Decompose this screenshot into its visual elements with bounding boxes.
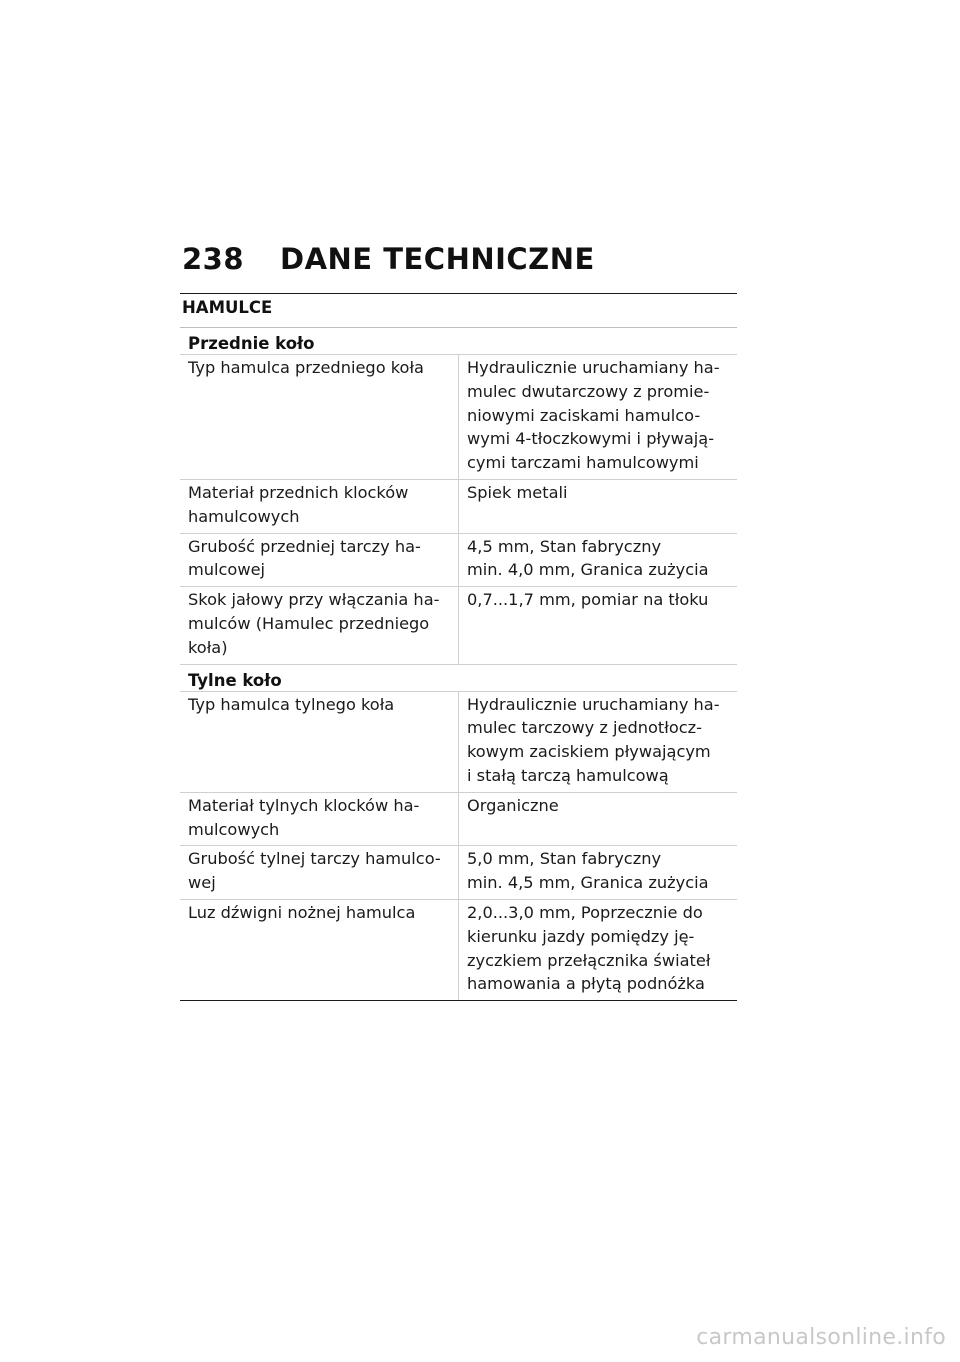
spec-value-line: i stałą tarczą hamulcową [467,765,669,785]
spec-table [180,328,737,1001]
spec-label-line: Grubość przedniej tarczy ha- [188,536,421,556]
table-row [180,692,737,793]
spec-value-line: niowymi zaciskami hamulco- [467,405,701,425]
page-number: 238 [182,242,245,276]
spec-value-line: min. 4,5 mm, Granica zużycia [467,873,709,893]
spec-label-line: Luz dźwigni nożnej hamulca [188,902,416,922]
spec-label [180,692,459,792]
group-title: Tylne koło [180,665,737,692]
spec-value [459,534,737,587]
spec-label-line: Typ hamulca przedniego koła [188,358,424,377]
chapter-title: DANE TECHNICZNE [280,242,595,276]
spec-value-line: wymi 4-tłoczkowymi i pływają- [467,429,715,449]
spec-value-line: hamowania a płytą podnóżka [467,974,705,994]
spec-value-line: mulec dwutarczowy z promie- [467,381,710,401]
section-title: HAMULCE [182,298,273,317]
table-row [180,534,737,588]
spec-value-line: mulec tarczowy z jednotłocz- [467,718,702,738]
table-row [180,793,737,847]
spec-label-line: Materiał tylnych klocków ha- [188,795,420,815]
spec-label-line: mulcowych [188,819,280,839]
spec-value [459,587,737,663]
spec-value [459,793,737,846]
spec-value-line: 0,7...1,7 mm, pomiar na tłoku [467,590,709,610]
spec-value [459,480,737,533]
spec-label [180,846,459,899]
table-row [180,900,737,1001]
spec-value-line: kowym zaciskiem pływającym [467,742,711,762]
spec-value-line: Hydraulicznie uruchamiany ha- [467,694,720,714]
spec-label-line: koła) [188,637,228,657]
spec-value-line: Hydraulicznie uruchamiany ha- [467,358,720,377]
spec-label [180,355,459,479]
spec-value-line: 4,5 mm, Stan fabryczny [467,536,662,556]
page-header [182,242,595,276]
spec-label [180,793,459,846]
table-row [180,846,737,900]
spec-label-line: Grubość tylnej tarczy hamulco- [188,849,441,869]
spec-value [459,846,737,899]
spec-value [459,692,737,792]
spec-label [180,587,459,663]
spec-value-line: min. 4,0 mm, Granica zużycia [467,560,709,580]
watermark: carmanualsonline.info [696,1325,946,1350]
spec-value-line: Organiczne [467,795,559,815]
spec-label [180,534,459,587]
spec-value-line: cymi tarczami hamulcowymi [467,453,699,473]
table-row [180,587,737,664]
spec-label [180,480,459,533]
spec-label-line: Skok jałowy przy włączania ha- [188,590,440,610]
table-row [180,355,737,480]
spec-value-line: 2,0...3,0 mm, Poprzecznie do [467,902,703,922]
spec-value-line: kierunku jazdy pomiędzy ję- [467,926,695,946]
header-rule [180,293,737,294]
spec-value-line: Spiek metali [467,482,568,502]
spec-value-line: zyczkiem przełącznika świateł [467,950,711,970]
spec-label-line: mulców (Hamulec przedniego [188,613,430,633]
spec-value [459,355,737,479]
spec-label-line: Typ hamulca tylnego koła [188,694,395,714]
spec-label-line: mulcowej [188,560,266,580]
table-row [180,480,737,534]
spec-label-line: Materiał przednich klocków [188,482,409,502]
spec-value-line: 5,0 mm, Stan fabryczny [467,849,662,869]
spec-label [180,900,459,1000]
spec-label-line: hamulcowych [188,506,300,526]
spec-label-line: wej [188,873,216,893]
group-title: Przednie koło [180,328,737,355]
spec-value [459,900,737,1000]
